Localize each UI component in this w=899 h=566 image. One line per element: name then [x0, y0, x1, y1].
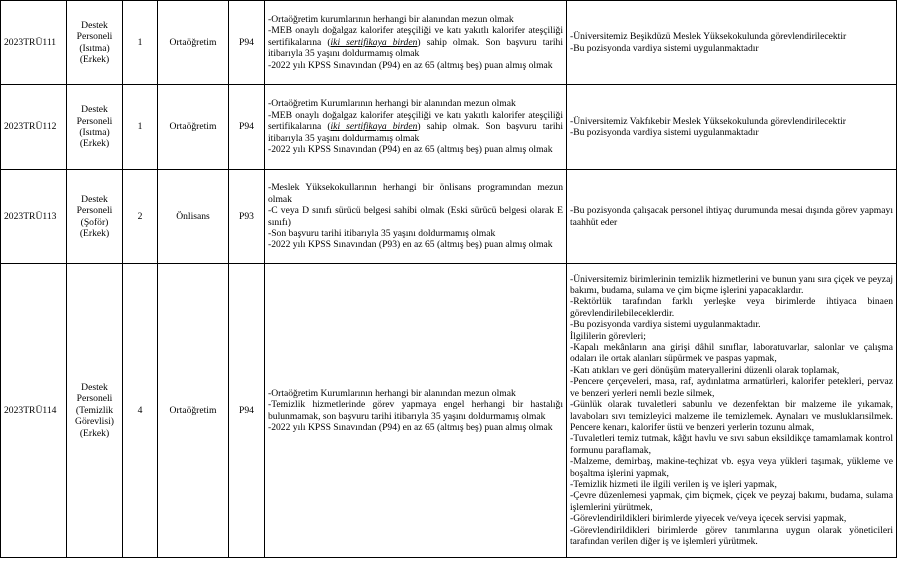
requirement-item	[268, 110, 563, 144]
position-code: 2023TRÜ111	[4, 36, 57, 48]
requirement-text: -Ortaöğretim Kurumlarının herhangi bir alanından mezun olmak	[268, 98, 516, 110]
description-item: -Çevre düzenlemesi yapmak, çim biçmek, çiçek ve peyzaj bakımı, budama, sulama işlemlerini yürütmek,	[570, 490, 893, 513]
requirement-text-after: ) sahip olmak. Son başvuru tarihi itibarıyla 35 yaşını doldurmamış olmak	[268, 121, 563, 144]
requirement-text: -2022 yılı KPSS Sınavından (P94) en az 65 (altmış beş) puan almış olmak	[268, 144, 553, 156]
education-level-cell	[158, 264, 229, 558]
description-item: -Bu pozisyonda vardiya sistemi uygulanmaktadır	[570, 42, 759, 54]
description-cell	[567, 85, 897, 170]
requirement-item	[268, 14, 563, 25]
kpss-score-type: P94	[239, 121, 254, 133]
kpss-score-type-cell	[229, 170, 265, 264]
requirement-item	[268, 144, 563, 155]
position-title-line: (Şoför)	[80, 216, 109, 228]
requirement-text: -Son başvuru tarihi itibarıyla 35 yaşını doldurmamış olmak	[268, 227, 496, 239]
description-item: -Katı atıkları ve geri dönüşüm materyallerini düzenli olarak toplamak,	[570, 364, 840, 376]
description-item: -Bu pozisyonda vardiya sistemi uygulanmaktadır.	[570, 319, 761, 331]
requirement-text: -Meslek Yüksekokullarının herhangi bir önlisans programından mezun olmak	[268, 182, 563, 205]
description-item: -Kapalı mekânların ana girişi dâhil sınıflar, laboratuvarlar, salonlar ve çalışma odaları ile ortak alanları süpürmek ve paspas yapmak,	[570, 342, 893, 365]
education-level: Önlisans	[176, 210, 210, 222]
position-title-line: Destek	[81, 381, 108, 393]
kpss-score-type: P93	[239, 210, 254, 222]
position-code: 2023TRÜ112	[4, 121, 57, 133]
education-level: Ortaöğretim	[169, 36, 217, 48]
description-item: İlgililerin görevleri;	[570, 330, 646, 342]
description-item: -Malzeme, demirbaş, makine-teçhizat vb. eşya veya yükleri taşımak, yükleme ve boşaltma işlerini yapmak,	[570, 456, 893, 479]
position-code-cell	[1, 1, 67, 85]
description-item: -Üniversitemiz birimlerinin temizlik hizmetlerini ve bunun yanı sıra çiçek ve peyzaj bakımı, budama, sulama ve çim biçme işlerini yapacaklardır.	[570, 273, 893, 297]
education-level-cell	[158, 85, 229, 170]
requirement-text: -Ortaöğretim Kurumlarının herhangi bir alanından mezun olmak	[268, 387, 516, 399]
position-title-line: (Isıtma)	[79, 42, 110, 54]
requirement-item	[268, 388, 563, 399]
position-title-line: Personeli	[76, 31, 113, 43]
requirement-item	[268, 228, 563, 239]
position-title-line: Görevlisi)	[75, 416, 114, 428]
description-item: -Üniversitemiz Beşikdüzü Meslek Yüksekokulunda görevlendirilecektir	[570, 31, 847, 43]
requirement-text: -C veya D sınıfı sürücü belgesi sahibi olmak (Eski sürücü belgesi olarak E sınıfı)	[268, 205, 563, 228]
education-level: Ortaöğretim	[169, 121, 217, 133]
requirement-text: -MEB onaylı doğalgaz kalorifer ateşçiliği ve katı yakıtlı kalorifer ateşçiliği sertifikalarına (	[268, 25, 563, 48]
description-cell	[567, 264, 897, 558]
kpss-score-type-cell	[229, 85, 265, 170]
description-cell	[567, 1, 897, 85]
position-title-line: (Erkek)	[79, 53, 110, 65]
position-title-line: Personeli	[76, 393, 113, 405]
requirement-item	[268, 205, 563, 228]
position-title-line: (Temizlik	[75, 404, 114, 416]
description-item: -Bu pozisyonda çalışacak personel ihtiyaç durumunda mesai dışında görev yapmayı taahhüt eder	[570, 205, 893, 228]
description-cell	[567, 170, 897, 264]
position-code: 2023TRÜ113	[4, 210, 57, 222]
education-level-cell	[158, 1, 229, 85]
kpss-score-type: P94	[239, 404, 254, 416]
position-code-cell	[1, 170, 67, 264]
requirement-emphasis: iki sertifikaya birden	[330, 121, 418, 133]
requirement-item	[268, 98, 563, 109]
position-title-line: (Erkek)	[79, 138, 110, 150]
requirement-text: -Temizlik hizmetlerinde görev yapmaya engel herhangi bir hastalığı bulunmamak, son başvuru tarihi itibarıyla 35 yaşını doldurmamış olmak	[268, 399, 563, 422]
requirement-item	[268, 422, 563, 433]
position-count: 2	[137, 210, 143, 222]
kpss-score-type-cell	[229, 264, 265, 558]
position-count-cell	[123, 170, 158, 264]
position-code-cell	[1, 264, 67, 558]
position-title-line: Personeli	[76, 205, 113, 217]
position-count: 4	[137, 404, 143, 416]
description-item: -Pencere çerçeveleri, masa, raf, aydınlatma armatürleri, kalorifer petekleri, pervaz ve benzeri yerleri nemli bezle silmek,	[570, 376, 893, 399]
position-count: 1	[137, 36, 143, 48]
position-title-line: Destek	[81, 104, 108, 116]
requirements-cell	[265, 264, 567, 558]
description-item: -Üniversitemiz Vakfıkebir Meslek Yüksekokulunda görevlendirilecektir	[570, 115, 847, 127]
requirement-text: -2022 yılı KPSS Sınavından (P93) en az 65 (altmış beş) puan almış olmak	[268, 239, 553, 251]
requirement-text: -2022 yılı KPSS Sınavından (P94) en az 65 (altmış beş) puan almış olmak	[268, 421, 553, 433]
requirement-item	[268, 399, 563, 422]
table-row	[1, 264, 897, 558]
requirement-emphasis: iki sertifikaya birden	[330, 36, 418, 48]
requirement-item	[268, 182, 563, 205]
position-title-cell	[67, 85, 123, 170]
position-title-cell	[67, 264, 123, 558]
requirement-item	[268, 25, 563, 59]
position-title-line: Destek	[81, 193, 108, 205]
description-item: -Bu pozisyonda vardiya sistemi uygulanmaktadır	[570, 127, 759, 138]
requirement-text: -2022 yılı KPSS Sınavından (P94) en az 65 (altmış beş) puan almış olmak	[268, 59, 553, 71]
position-title-line: (Erkek)	[79, 227, 110, 239]
description-item: -Tuvaletleri temiz tutmak, kâğıt havlu ve sıvı sabun eksildikçe tamamlamak kontrol formunu paraflamak,	[570, 433, 893, 456]
position-title-line: Personeli	[76, 115, 113, 127]
education-level: Ortaöğretim	[169, 404, 217, 416]
position-code-cell	[1, 85, 67, 170]
position-count-cell	[123, 1, 158, 85]
table-row	[1, 1, 897, 85]
position-count-cell	[123, 264, 158, 558]
position-code: 2023TRÜ114	[4, 404, 57, 416]
position-title-line: (Isıtma)	[79, 127, 110, 138]
position-title-line: Destek	[81, 19, 108, 31]
requirement-text-after: ) sahip olmak. Son başvuru tarihi itibarıyla 35 yaşını doldurmamış olmak	[268, 36, 563, 60]
kpss-score-type: P94	[239, 36, 254, 48]
requirement-item	[268, 60, 563, 71]
description-item: -Temizlik hizmeti ile ilgili verilen iş ve işleri yapmak,	[570, 478, 777, 490]
requirements-cell	[265, 85, 567, 170]
description-item: -Günlük olarak tuvaletleri sabunlu ve dezenfektan bir malzeme ile yıkamak, lavaboları sıvı temizleyici malzeme ile temizlemek. Aynaları ve musluklarısilmek. Pencere kenarı, kalorifer üstü ve benzeri yerlerin tozunu almak,	[570, 399, 893, 433]
description-item: -Görevlendirildikleri birimlerde görev tanımlarına uygun olarak yöneticileri tarafından verilen diğer iş ve işlemleri yürütmek.	[570, 524, 893, 547]
requirement-text: -MEB onaylı doğalgaz kalorifer ateşçiliği ve katı yakıtlı kalorifer ateşçiliği sertifikalarına (	[268, 109, 563, 133]
kpss-score-type-cell	[229, 1, 265, 85]
requirements-cell	[265, 170, 567, 264]
position-title-cell	[67, 170, 123, 264]
requirement-text: -Ortaöğretim kurumlarının herhangi bir alanından mezun olmak	[268, 13, 514, 25]
position-count: 1	[137, 121, 143, 133]
education-level-cell	[158, 170, 229, 264]
description-item: -Rektörlük tarafından farklı yerleşke veya birimlerde ihtiyaca binaen görevlendirilebileceklerdir.	[570, 296, 893, 319]
position-title-line: (Erkek)	[79, 427, 110, 439]
requirements-cell	[265, 1, 567, 85]
table-row	[1, 170, 897, 264]
description-item: -Görevlendirildikleri birimlerde yiyecek ve/veya içecek servisi yapmak,	[570, 513, 847, 525]
position-count-cell	[123, 85, 158, 170]
table-row	[1, 85, 897, 170]
requirement-item	[268, 239, 563, 250]
position-title-cell	[67, 1, 123, 85]
